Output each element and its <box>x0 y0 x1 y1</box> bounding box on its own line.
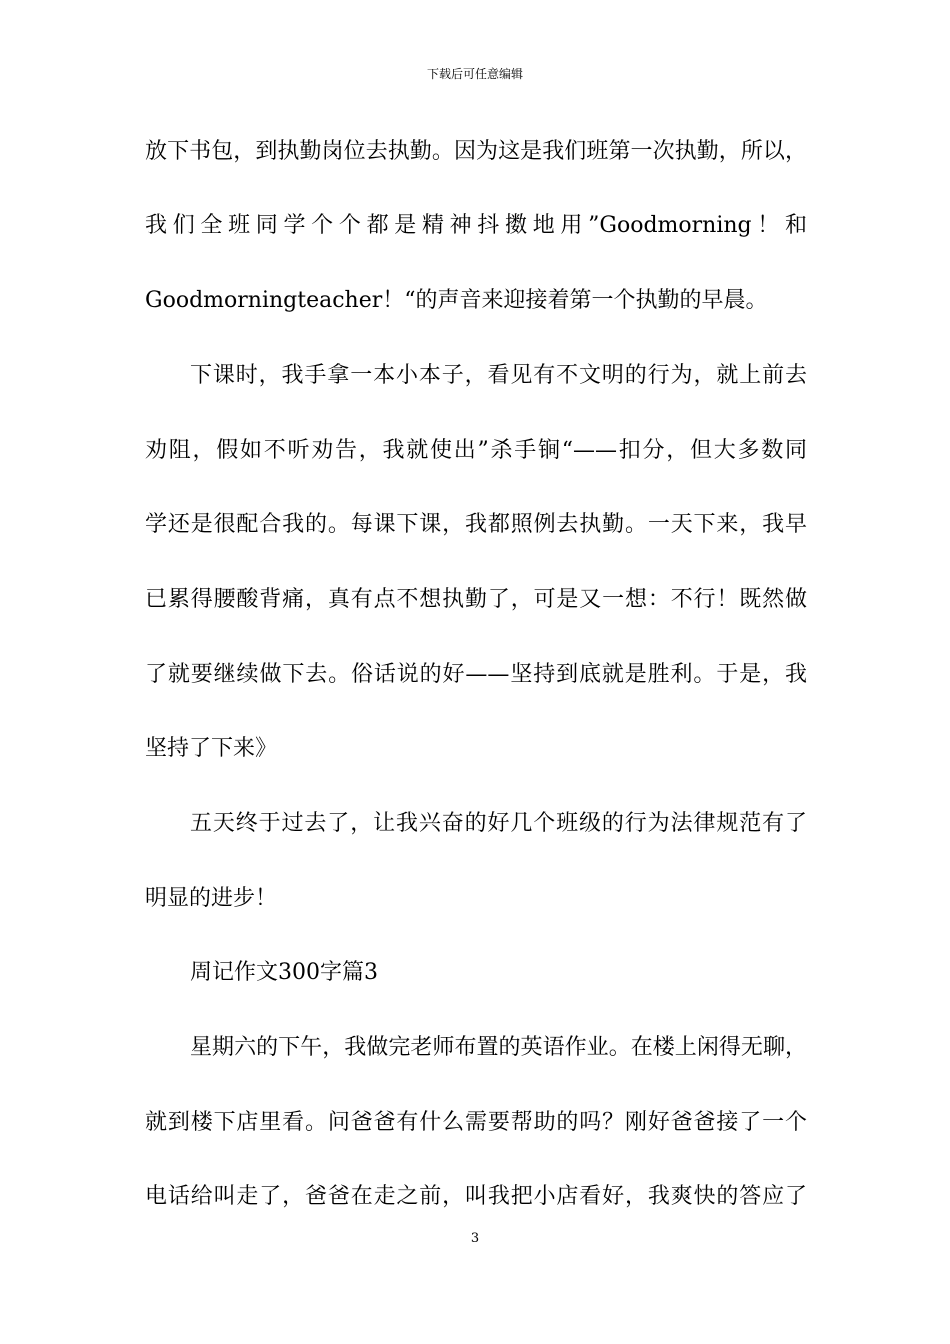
page-number: 3 <box>470 1231 480 1246</box>
text-line: 就到楼下店里看。问爸爸有什么需要帮助的吗？刚好爸爸接了一个 <box>145 1110 807 1135</box>
text-line: 劝阻，假如不听劝告，我就使出”杀手锏“——扣分，但大多数同 <box>145 438 807 463</box>
section-heading: 周记作文300字篇3 <box>190 960 378 985</box>
text-line: 学还是很配合我的。每课下课，我都照例去执勤。一天下来，我早 <box>145 512 807 537</box>
paragraph-first-line: 五天终于过去了，让我兴奋的好几个班级的行为法律规范有了 <box>190 811 807 836</box>
text-line: 电话给叫走了，爸爸在走之前，叫我把小店看好，我爽快的答应了 <box>145 1184 807 1209</box>
paragraph-first-line: 下课时，我手拿一本小本子，看见有不文明的行为，就上前去 <box>190 363 807 388</box>
text-line: 已累得腰酸背痛，真有点不想执勤了，可是又一想：不行！既然做 <box>145 587 807 612</box>
page-header: 下载后可任意编辑 <box>426 67 523 81</box>
text-line: 明显的进步！ <box>145 886 278 911</box>
text-line: 放下书包，到执勤岗位去执勤。因为这是我们班第一次执勤，所以， <box>145 139 807 164</box>
text-line: 我们全班同学个个都是精神抖擞地用”Goodmorning！和 <box>145 213 807 238</box>
paragraph-first-line: 星期六的下午，我做完老师布置的英语作业。在楼上闲得无聊， <box>190 1035 807 1060</box>
text-line: 了就要继续做下去。俗话说的好——坚持到底就是胜利。于是，我 <box>145 662 807 687</box>
text-line: Goodmorningteacher！“的声音来迎接着第一个执勤的早晨。 <box>145 288 768 313</box>
text-line: 坚持了下来》 <box>145 736 278 761</box>
